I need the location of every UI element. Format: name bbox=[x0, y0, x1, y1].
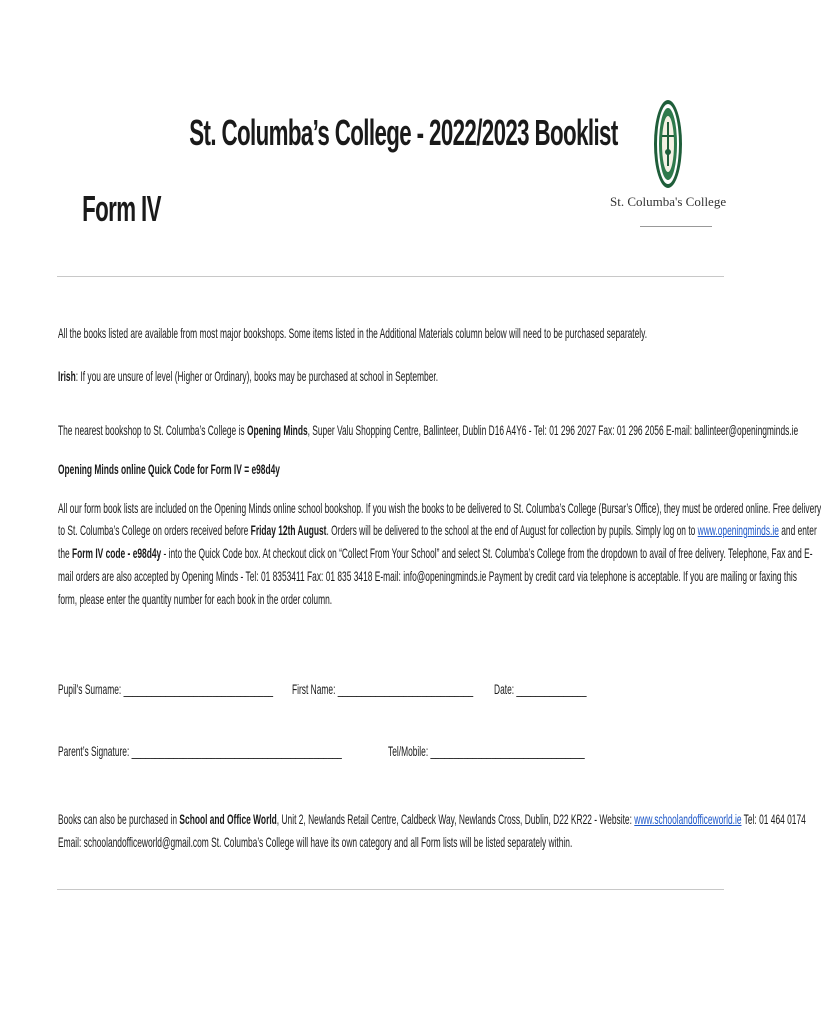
college-logo bbox=[610, 96, 726, 232]
delivery-text: and enter bbox=[778, 522, 817, 538]
logo-wordmark: St. Columba's College bbox=[610, 194, 727, 209]
bookshop-details: , Super Valu Shopping Centre, Ballinteer, Dublin D16 A4Y6 - Tel: 01 296 2027 Fax: 01 296 2056 E-mail: ballinteer@openingminds.ie bbox=[307, 422, 799, 438]
irish-note bbox=[58, 365, 438, 388]
first-name-line[interactable]: _____________________________ bbox=[337, 681, 474, 697]
delivery-line-2 bbox=[58, 519, 817, 542]
irish-label: Irish bbox=[58, 368, 76, 384]
quick-code: Opening Minds online Quick Code for Form IV = e98d4y bbox=[58, 461, 280, 477]
delivery-line-5: form, please enter the quantity number for each book in the order column. bbox=[58, 591, 333, 607]
footer-text: Tel: 01 464 0174 bbox=[741, 811, 806, 827]
first-name-label: First Name: bbox=[292, 681, 336, 697]
form-subtitle: Form IV bbox=[82, 188, 161, 229]
tel-mobile-line[interactable]: _________________________________ bbox=[430, 743, 585, 759]
tel-mobile-label: Tel/Mobile: bbox=[388, 743, 429, 759]
date-line[interactable]: _______________ bbox=[516, 681, 587, 697]
bookshop-prefix: The nearest bookshop to St. Columba’s College is bbox=[58, 422, 247, 438]
first-name-field[interactable] bbox=[292, 681, 473, 697]
delivery-text: to St. Columba’s College on orders received before bbox=[58, 522, 251, 538]
delivery-line-4: mail orders are also accepted by Opening Minds - Tel: 01 8353411 Fax: 01 835 3418 E-mail: info@openingminds.ie Payment by credit card via telephone is acceptable. If you are mailing or faxing this bbox=[58, 568, 797, 584]
bookshop-info bbox=[58, 419, 798, 442]
form-code: Form IV code - e98d4y bbox=[72, 545, 162, 561]
pupil-surname-field[interactable] bbox=[58, 681, 273, 697]
footer-text: Books can also be purchased in bbox=[58, 811, 180, 827]
school-office-world-link[interactable]: www.schoolandofficeworld.ie bbox=[634, 811, 742, 827]
header-divider bbox=[57, 276, 724, 277]
delivery-deadline: Friday 12th August bbox=[250, 522, 327, 538]
delivery-line-3 bbox=[58, 542, 813, 565]
footer-divider bbox=[57, 889, 724, 890]
footer-line-1 bbox=[58, 808, 806, 831]
opening-minds-link[interactable]: www.openingminds.ie bbox=[697, 522, 779, 538]
irish-text: : If you are unsure of level (Higher or Ordinary), books may be purchased at school in September. bbox=[75, 368, 439, 384]
college-crest-icon bbox=[610, 96, 726, 192]
delivery-line-1: All our form book lists are included on the Opening Minds online school bookshop. If you wish the books to be delivered to St. Columba’s College (Bursar’s Office), they must be ordered online. Free delivery bbox=[58, 500, 821, 516]
parent-signature-label: Parent’s Signature: bbox=[58, 743, 130, 759]
school-office-world-name: School and Office World bbox=[179, 811, 277, 827]
tel-mobile-field[interactable] bbox=[388, 743, 585, 759]
parent-signature-field[interactable] bbox=[58, 743, 342, 759]
delivery-text: . Orders will be delivered to the school at the end of August for collection by pupils. Simply log on to bbox=[326, 522, 698, 538]
surname-line[interactable]: ________________________________ bbox=[123, 681, 274, 697]
date-field[interactable] bbox=[494, 681, 586, 697]
footer-text: , Unit 2, Newlands Retail Centre, Caldbeck Way, Newlands Cross, Dublin, D22 KR22 - Website: bbox=[276, 811, 635, 827]
availability-note: All the books listed are available from most major bookshops. Some items listed in the Additional Materials column below will need to be purchased separately. bbox=[58, 325, 648, 341]
parent-signature-line[interactable]: _____________________________________________ bbox=[131, 743, 342, 759]
delivery-text: the bbox=[58, 545, 73, 561]
footer-line-2: Email: schoolandofficeworld@gmail.com St. Columba’s College will have its own category and all Form lists will be listed separately within. bbox=[58, 834, 573, 850]
delivery-text: - into the Quick Code box. At checkout click on “Collect From Your School” and select St. Columba’s College from the dropdown to avail of free delivery. Telephone, Fax and E- bbox=[161, 545, 813, 561]
surname-label: Pupil's Surname: bbox=[58, 681, 122, 697]
quick-code-line bbox=[58, 458, 280, 481]
date-label: Date: bbox=[494, 681, 515, 697]
bookshop-name: Opening Minds bbox=[246, 422, 308, 438]
page-title: St. Columba’s College - 2022/2023 Booklist bbox=[189, 112, 618, 153]
logo-underline bbox=[640, 226, 712, 227]
